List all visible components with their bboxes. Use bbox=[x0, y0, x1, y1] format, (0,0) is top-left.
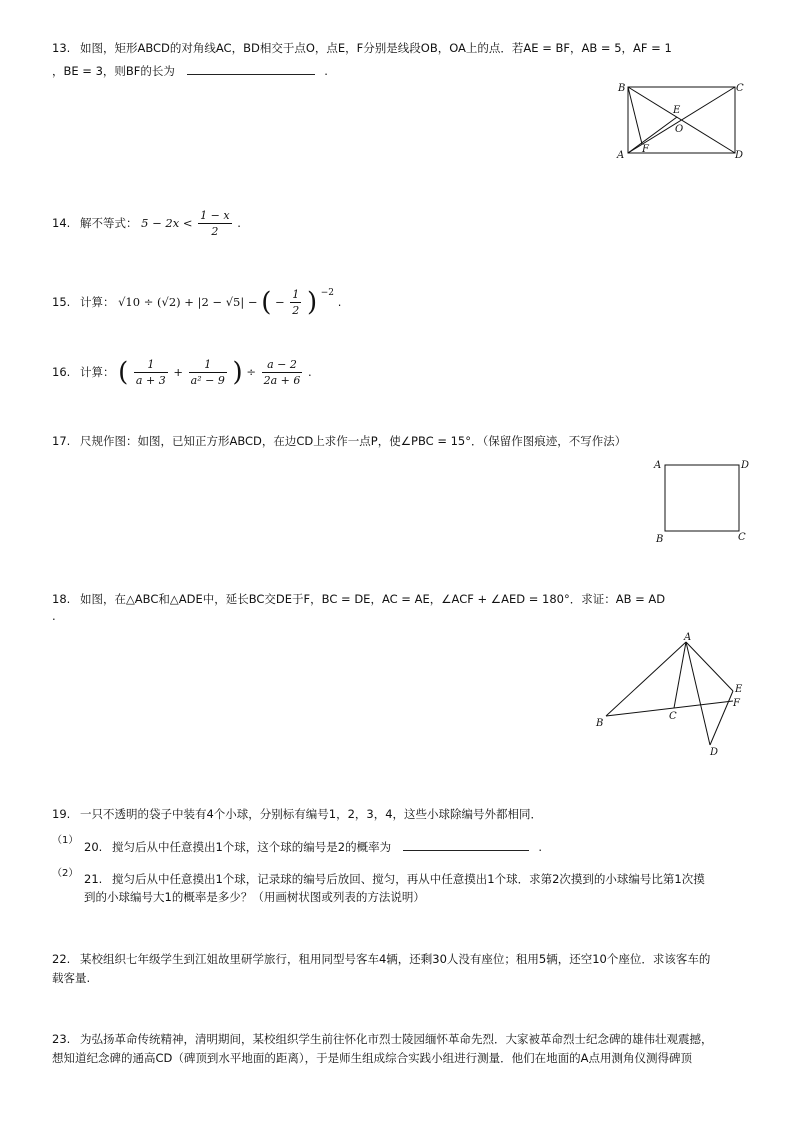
q19-sub1-line bbox=[84, 838, 542, 855]
q15-paren-open: ( bbox=[261, 287, 272, 318]
q15-exponent: −2 bbox=[320, 288, 335, 298]
q16-paren-open: ( bbox=[118, 357, 129, 388]
q13-text: 如图，矩形ABCD的对角线AC，BD相交于点O，点E，F分别是线段OB，OA上的点．若AE = BF，AB = 5，AF = 1 bbox=[79, 41, 672, 55]
q13-end: . bbox=[324, 64, 328, 78]
q13-line2 bbox=[52, 62, 328, 79]
q17-label-a: A bbox=[654, 460, 662, 471]
q22-line1 bbox=[52, 951, 710, 967]
q19-sub2-line1 bbox=[84, 871, 705, 887]
q16-text: 计算： bbox=[79, 365, 115, 379]
q16-frac3-numerator: a − 2 bbox=[262, 357, 303, 373]
q22-number: 22. bbox=[52, 952, 71, 966]
q23-text: 为弘扬革命传统精神，清明期间，某校组织学生前往怀化市烈士陵园缅怀革命先烈．大家被革命烈士纪念碑的雄伟壮观震撼， bbox=[79, 1032, 713, 1046]
q13-rectangle-figure bbox=[612, 80, 752, 164]
q18-label-b: B bbox=[596, 718, 604, 729]
q13-label-c: C bbox=[736, 83, 744, 94]
q14-end: . bbox=[237, 216, 241, 230]
q17-label-b: B bbox=[656, 534, 664, 545]
q16-number: 16. bbox=[52, 365, 71, 379]
q13-number: 13. bbox=[52, 41, 71, 55]
q17-square-figure bbox=[650, 455, 775, 545]
q14-lhs: 5 − 2x < bbox=[141, 216, 193, 230]
q15-end: . bbox=[337, 294, 342, 309]
q13-label-a: A bbox=[617, 150, 625, 161]
q21-text-2: 到的小球编号大1的概率是多少？（用画树状图或列表的方法说明） bbox=[84, 890, 425, 904]
q14-text: 解不等式： bbox=[79, 216, 138, 230]
q19-number: 19. bbox=[52, 807, 71, 821]
q23-text-2: 想知道纪念碑的通高CD（碑顶到水平地面的距离），于是师生组成综合实践小组进行测量．他们在地面的A点用测角仪测得碑顶 bbox=[52, 1051, 692, 1065]
q17-text: 尺规作图：如图，已知正方形ABCD，在边CD上求作一点P，使∠PBC = 15°．（保留作图痕迹，不写作法） bbox=[79, 434, 627, 448]
q16-fraction-1 bbox=[134, 357, 168, 388]
q13-label-f: F bbox=[642, 144, 649, 155]
q13-label-o: O bbox=[675, 124, 684, 135]
q23-number: 23. bbox=[52, 1032, 71, 1046]
q15-line bbox=[52, 282, 341, 319]
q14-line bbox=[52, 206, 241, 240]
q15-frac-numerator: 1 bbox=[292, 287, 300, 301]
q20-end: . bbox=[538, 840, 543, 854]
q22-text-2: 载客量. bbox=[52, 971, 91, 985]
q13-text-2: ，BE = 3，则BF的长为 bbox=[52, 64, 175, 78]
q16-plus: + bbox=[173, 365, 183, 379]
q15-text: 计算： bbox=[79, 294, 115, 309]
q14-number: 14. bbox=[52, 216, 71, 230]
q17-label-d: D bbox=[741, 460, 750, 471]
q19-text: 一只不透明的袋子中装有4个小球，分别标有编号1，2，3，4，这些小球除编号外都相同． bbox=[79, 807, 543, 821]
q16-fraction-3 bbox=[262, 357, 303, 388]
q15-expression: √10 ÷ (√2) + |2 − √5| − bbox=[118, 294, 262, 309]
q15-frac-denominator: 2 bbox=[292, 303, 300, 317]
q13-label-d: D bbox=[735, 150, 744, 161]
q16-divide: ÷ bbox=[246, 365, 256, 379]
q15-number: 15. bbox=[52, 294, 71, 309]
q18-label-d: D bbox=[710, 747, 719, 758]
q17-label-c: C bbox=[738, 532, 746, 543]
q18-line bbox=[52, 591, 665, 607]
q17-number: 17. bbox=[52, 434, 71, 448]
q19-sub1-mark: （1） bbox=[52, 835, 79, 846]
q14-frac-denominator: 2 bbox=[211, 225, 219, 238]
q19-line bbox=[52, 806, 542, 822]
q16-end: . bbox=[308, 365, 312, 379]
q13-line1 bbox=[52, 40, 672, 56]
q22-text: 某校组织七年级学生到江姐故里研学旅行，租用同型号客车4辆，还剩30人没有座位；租用5辆，还空10个座位．求该客车的 bbox=[79, 952, 711, 966]
q16-frac2-numerator: 1 bbox=[189, 357, 227, 373]
q20-number: 20. bbox=[84, 840, 103, 854]
q20-text: 搅匀后从中任意摸出1个球，这个球的编号是2的概率为 bbox=[111, 840, 392, 854]
q16-frac3-denominator: 2a + 6 bbox=[263, 374, 301, 387]
q15-minus: − bbox=[275, 294, 285, 309]
q18-label-e: E bbox=[735, 684, 743, 695]
q15-fraction bbox=[290, 287, 301, 318]
q14-fraction bbox=[198, 208, 231, 239]
q18-line2: . bbox=[52, 609, 56, 623]
q17-line bbox=[52, 433, 626, 449]
q18-label-c: C bbox=[669, 711, 677, 722]
q18-label-f: F bbox=[733, 698, 740, 709]
q18-text: 如图，在△ABC和△ADE中，延长BC交DE于F，BC = DE，AC = AE，∠ACF + ∠AED = 180°．求证：AB = AD bbox=[79, 592, 666, 606]
q16-frac1-denominator: a + 3 bbox=[135, 374, 166, 387]
q16-line bbox=[52, 355, 312, 389]
q18-triangles-figure bbox=[590, 630, 750, 760]
q16-fraction-2 bbox=[189, 357, 227, 388]
q13-label-b: B bbox=[618, 83, 626, 94]
q18-number: 18. bbox=[52, 592, 71, 606]
q14-frac-numerator: 1 − x bbox=[200, 209, 230, 222]
q23-line1 bbox=[52, 1031, 712, 1047]
q15-paren-close: ) bbox=[306, 287, 318, 318]
q13-label-e: E bbox=[673, 105, 681, 116]
q21-text: 搅匀后从中任意摸出1个球，记录球的编号后放回、搅匀，再从中任意摸出1个球．求第2次摸到的小球编号比第1次摸 bbox=[111, 872, 705, 886]
q20-answer-blank[interactable] bbox=[403, 838, 529, 851]
q18-label-a: A bbox=[684, 632, 692, 643]
q21-number: 21. bbox=[84, 872, 103, 886]
q16-paren-close: ) bbox=[232, 357, 243, 388]
q16-frac2-denominator: a² − 9 bbox=[190, 374, 225, 387]
q13-answer-blank[interactable] bbox=[187, 62, 315, 75]
q19-sub2-mark: （2） bbox=[52, 868, 79, 879]
q16-frac1-numerator: 1 bbox=[134, 357, 168, 373]
